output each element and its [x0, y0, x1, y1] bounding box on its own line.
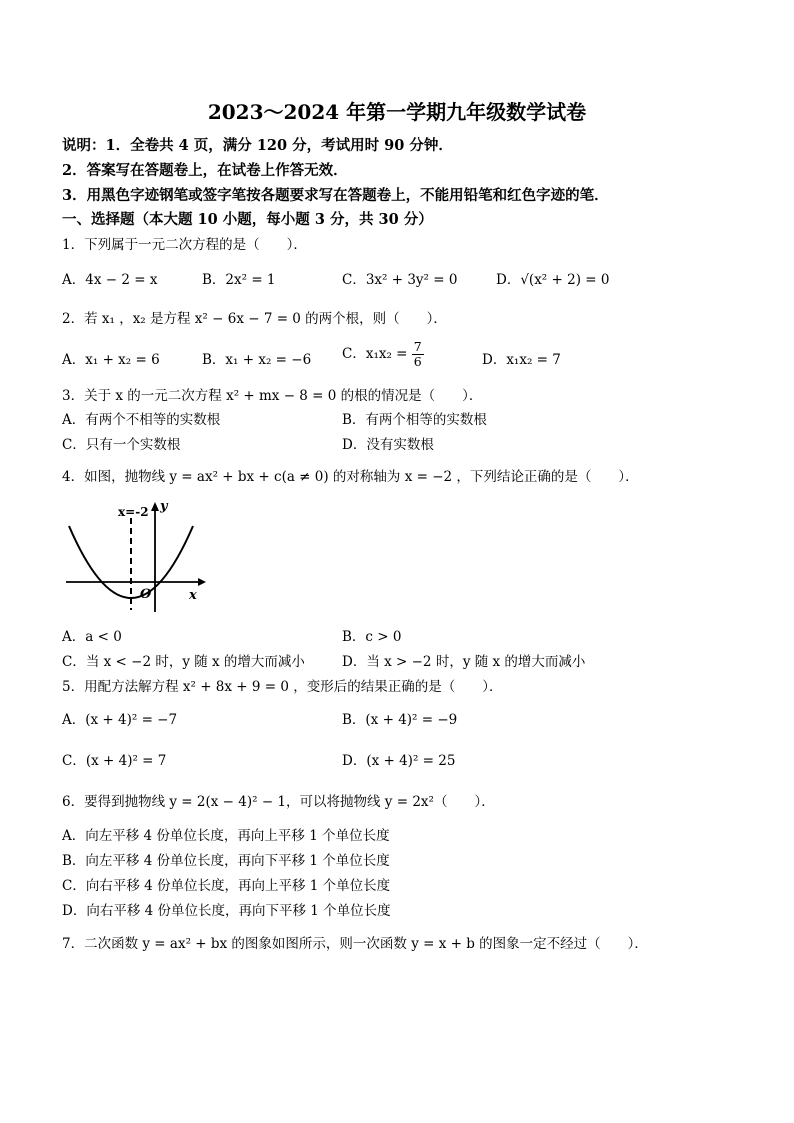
q4-y-label: y — [160, 499, 168, 514]
q2-option-b: B．x₁ + x₂ = −6 — [202, 352, 312, 368]
q1-stem: 1．下列属于一元二次方程的是（ ）． — [62, 237, 307, 253]
q2-option-c — [342, 340, 424, 369]
section-heading: 一、选择题（本大题 10 小题，每小题 3 分，共 30 分） — [62, 211, 433, 228]
q4-option-b: B．c > 0 — [342, 629, 402, 645]
q4-stem: 4．如图，抛物线 y = ax² + bx + c(a ≠ 0) 的对称轴为 x = −2 ，下列结论正确的是（ ）． — [62, 469, 639, 485]
q4-x-label: x — [189, 588, 197, 603]
q4-option-d: D．当 x > −2 时，y 随 x 的增大而减小 — [342, 654, 586, 670]
q6-option-a: A．向左平移 4 份单位长度，再向上平移 1 个单位长度 — [62, 828, 390, 844]
q1-option-c: C．3x² + 3y² = 0 — [342, 272, 458, 288]
q4-x-arrow — [198, 578, 206, 586]
q2-option-d: D．x₁x₂ = 7 — [482, 352, 561, 368]
q3-option-b: B．有两个相等的实数根 — [342, 412, 487, 428]
q2-option-a: A．x₁ + x₂ = 6 — [62, 352, 160, 368]
q5-option-a: A．(x + 4)² = −7 — [62, 712, 178, 728]
q1-option-b: B．2x² = 1 — [202, 272, 276, 288]
q5-option-c: C．(x + 4)² = 7 — [62, 753, 167, 769]
q1-option-a: A．4x − 2 = x — [62, 272, 158, 288]
q3-option-a: A．有两个不相等的实数根 — [62, 412, 221, 428]
q4-option-c: C．当 x < −2 时，y 随 x 的增大而减小 — [62, 654, 305, 670]
q4-parabola-figure — [62, 498, 212, 616]
q2-option-c-fraction — [412, 340, 424, 369]
q4-option-a: A．a < 0 — [62, 629, 122, 645]
q5-stem: 5．用配方法解方程 x² + 8x + 9 = 0 ，变形后的结果正确的是（ ）． — [62, 679, 503, 695]
q2-c-denominator: 6 — [413, 354, 422, 369]
page-title: 2023～2024 年第一学期九年级数学试卷 — [207, 100, 587, 124]
q6-option-d: D．向右平移 4 份单位长度，再向下平移 1 个单位长度 — [62, 903, 391, 919]
q2-c-numerator: 7 — [413, 339, 422, 354]
q6-stem: 6．要得到抛物线 y = 2(x − 4)² − 1，可以将抛物线 y = 2x²（ ）． — [62, 794, 495, 810]
q5-option-d: D．(x + 4)² = 25 — [342, 753, 456, 769]
q1-option-d: D．√(x² + 2) = 0 — [496, 272, 610, 288]
note-2: 2．答案写在答题卷上，在试卷上作答无效． — [62, 162, 348, 179]
q6-option-c: C．向右平移 4 份单位长度，再向上平移 1 个单位长度 — [62, 878, 391, 894]
note-3: 3．用黑色字迹钢笔或签字笔按各题要求写在答题卷上，不能用铅笔和红色字迹的笔． — [62, 187, 609, 204]
q3-option-c: C．只有一个实数根 — [62, 437, 181, 453]
note-1: 说明：1．全卷共 4 页，满分 120 分，考试用时 90 分钟． — [62, 137, 453, 154]
q6-option-b: B．向左平移 4 份单位长度，再向下平移 1 个单位长度 — [62, 853, 390, 869]
q3-stem: 3．关于 x 的一元二次方程 x² + mx − 8 = 0 的根的情况是（ ）． — [62, 388, 483, 404]
q2-option-c-prefix: C．x₁x₂ = — [342, 346, 408, 362]
q5-option-b: B．(x + 4)² = −9 — [342, 712, 458, 728]
q3-option-d: D．没有实数根 — [342, 437, 434, 453]
q7-stem: 7．二次函数 y = ax² + bx 的图象如图所示，则一次函数 y = x + b 的图象一定不经过（ ）． — [62, 936, 648, 952]
q4-origin-label: O — [140, 587, 152, 602]
q2-stem: 2．若 x₁ ，x₂ 是方程 x² − 6x − 7 = 0 的两个根，则（ ）． — [62, 311, 447, 327]
q4-axis-label: x=-2 — [118, 505, 149, 519]
q4-y-arrow — [151, 502, 159, 511]
